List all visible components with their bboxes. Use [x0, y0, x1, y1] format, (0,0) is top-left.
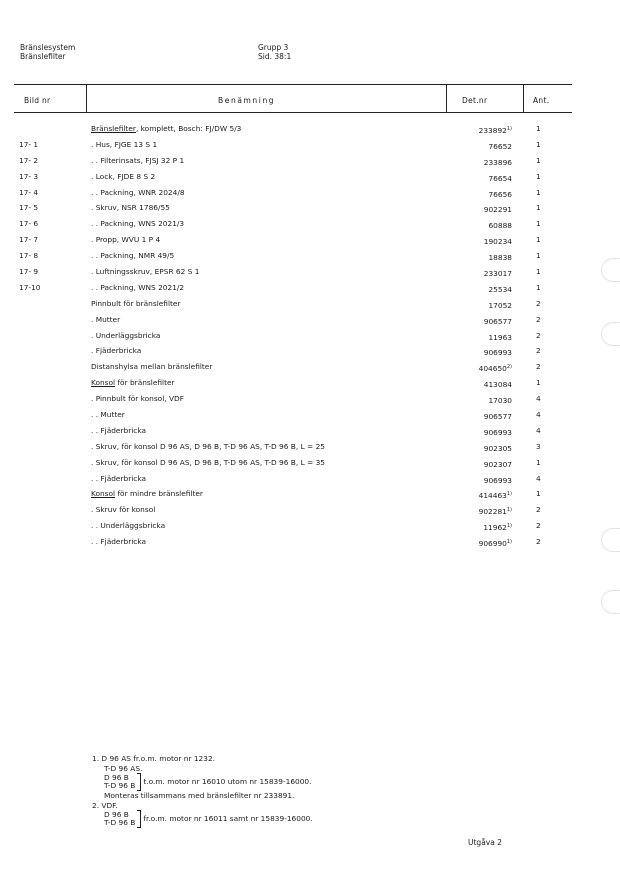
- header-benamning: Benämning: [218, 96, 276, 105]
- footnote-1-line: Monteras tillsammans med bränslefilter nr 233891.: [104, 791, 295, 800]
- part-description: . Skruv, NSR 1786/55: [91, 203, 170, 213]
- table-row: [0, 267, 620, 283]
- table-row: [0, 156, 620, 172]
- table-row: [0, 378, 620, 394]
- parts-list: [0, 124, 620, 553]
- part-number: 190234: [483, 237, 512, 247]
- table-row: [0, 521, 620, 537]
- table-row: [0, 251, 620, 267]
- part-number: 76656: [488, 189, 512, 199]
- page-number: Sid. 38:1: [258, 52, 292, 61]
- table-row: [0, 346, 620, 362]
- part-description: . Mutter: [91, 314, 121, 324]
- part-description: . Underläggsbricka: [91, 330, 161, 340]
- table-row: [0, 505, 620, 521]
- footnote-1-line: T-D 96 AS.: [104, 763, 143, 773]
- footnote-brace-item: T-D 96 B: [104, 781, 136, 790]
- table-row: [0, 331, 620, 347]
- quantity: 1: [536, 282, 541, 292]
- part-number: 902307: [483, 459, 512, 469]
- table-top-rule: [14, 84, 572, 85]
- quantity: 2: [536, 346, 541, 356]
- quantity: 2: [536, 362, 541, 372]
- part-description: Bränslefilter, komplett, Bosch: FJ/DW 5/3: [91, 124, 242, 133]
- part-number: 906993: [483, 348, 512, 358]
- table-row: [0, 410, 620, 426]
- quantity: 1: [536, 219, 541, 229]
- header-det-nr: Det.nr: [462, 96, 488, 105]
- table-row: [0, 537, 620, 553]
- quantity: 1: [536, 489, 541, 499]
- quantity: 4: [536, 473, 541, 483]
- quantity: 1: [536, 203, 541, 213]
- footnote-2-brace-group: [92, 810, 313, 828]
- section-title: [20, 43, 75, 61]
- quantity: 1: [536, 251, 541, 261]
- footnote-brace-item: T-D 96 B: [104, 818, 136, 827]
- part-description: . . Mutter: [91, 410, 125, 420]
- table-row: [0, 489, 620, 505]
- quantity: 1: [536, 187, 541, 197]
- bild-nr: 17- 6: [19, 219, 39, 229]
- table-row: [0, 442, 620, 458]
- column-divider: [446, 84, 447, 112]
- table-row: [0, 124, 620, 140]
- table-row: [0, 283, 620, 299]
- bild-nr: 17- 7: [19, 235, 39, 245]
- part-description: . Propp, WVU 1 P 4: [91, 235, 161, 245]
- group-label: Grupp 3: [258, 43, 289, 52]
- binder-hole-mark: [601, 258, 620, 282]
- binder-hole-mark: [601, 590, 620, 614]
- table-row: [0, 474, 620, 490]
- bild-nr: 17- 8: [19, 251, 39, 261]
- brace-icon: [137, 773, 141, 791]
- bild-nr: 17-10: [19, 282, 41, 292]
- binder-hole-mark: [601, 322, 620, 346]
- part-number: 76654: [488, 173, 512, 183]
- quantity: 1: [536, 267, 541, 277]
- part-description: . Skruv, för konsol D 96 AS, D 96 B, T-D 96 AS, T-D 96 B, L = 25: [91, 441, 325, 451]
- quantity: 2: [536, 298, 541, 308]
- table-row: [0, 140, 620, 156]
- part-number: 11962$^{1)}$: [483, 523, 512, 533]
- part-description: . Fjäderbricka: [91, 346, 142, 356]
- part-number: 17030: [488, 396, 512, 406]
- table-row: [0, 315, 620, 331]
- column-divider: [523, 84, 524, 112]
- bild-nr: 17- 2: [19, 155, 39, 165]
- part-description: . Lock, FJDE 8 S 2: [91, 171, 156, 181]
- part-number: 414463$^{1)}$: [478, 491, 512, 501]
- part-description: . . Packning, WNS 2021/3: [91, 219, 185, 229]
- part-number: 233896: [483, 157, 512, 167]
- quantity: 1: [536, 457, 541, 467]
- header-ant: Ant.: [533, 96, 550, 105]
- quantity: 2: [536, 537, 541, 547]
- binder-hole-mark: [601, 528, 620, 552]
- quantity: 2: [536, 314, 541, 324]
- part-number: 902291: [483, 205, 512, 215]
- part-number: 906993: [483, 475, 512, 485]
- bild-nr: 17- 1: [19, 139, 39, 149]
- footnote-1-line: 1. D 96 AS fr.o.m. motor nr 1232.: [92, 754, 215, 763]
- part-description: . . Fjäderbricka: [91, 425, 147, 435]
- footnote-brace-text: fr.o.m. motor nr 16011 samt nr 15839-16000.: [143, 814, 313, 824]
- edition-label: Utgåva 2: [468, 838, 502, 847]
- part-number: 11963: [488, 332, 512, 342]
- part-description: . . Packning, WNR 2024/8: [91, 187, 185, 197]
- part-number: 906993: [483, 427, 512, 437]
- table-row: [0, 299, 620, 315]
- part-number: 233892$^{1)}$: [478, 126, 512, 135]
- quantity: 4: [536, 394, 541, 404]
- table-row: [0, 203, 620, 219]
- table-row: [0, 458, 620, 474]
- part-number: 906577: [483, 412, 512, 422]
- part-number: 902305: [483, 443, 512, 453]
- quantity: 1: [536, 235, 541, 245]
- part-description: Pinnbult för bränslefilter: [91, 298, 181, 308]
- part-description: . Hus, FJGE 13 S 1: [91, 139, 158, 149]
- table-header-rule: [14, 112, 572, 113]
- part-number: 906990$^{1)}$: [478, 539, 512, 549]
- part-description: . Skruv för konsol: [91, 505, 156, 515]
- column-divider: [86, 84, 87, 112]
- brace-icon: [137, 810, 141, 828]
- quantity: 4: [536, 410, 541, 420]
- quantity: 3: [536, 441, 541, 451]
- part-description: . . Packning, WNS 2021/2: [91, 282, 185, 292]
- page-reference: [258, 43, 291, 61]
- part-description: Konsol för mindre bränslefilter: [91, 489, 203, 499]
- quantity: 1: [536, 378, 541, 388]
- quantity: 1: [536, 139, 541, 149]
- table-row: [0, 394, 620, 410]
- footnote-brace-item: D 96 B: [104, 809, 129, 819]
- bild-nr: 17- 9: [19, 267, 39, 277]
- bild-nr: 17- 4: [19, 187, 39, 197]
- bild-nr: 17- 3: [19, 171, 39, 181]
- part-number: 906577: [483, 316, 512, 326]
- quantity: 1: [536, 155, 541, 165]
- part-description: . Skruv, för konsol D 96 AS, D 96 B, T-D 96 AS, T-D 96 B, L = 35: [91, 457, 325, 467]
- header-bild-nr: Bild nr: [24, 96, 51, 105]
- part-number: 60888: [488, 221, 512, 231]
- table-row: [0, 172, 620, 188]
- part-description: . Luftningsskruv, EPSR 62 S 1: [91, 267, 200, 277]
- footnote-brace-item: D 96 B: [104, 772, 129, 782]
- section-title-line1: Bränslesystem: [20, 43, 76, 52]
- quantity: 4: [536, 425, 541, 435]
- part-description: . . Fjäderbricka: [91, 537, 147, 547]
- quantity: 1: [536, 124, 541, 133]
- table-row: [0, 235, 620, 251]
- quantity: 2: [536, 505, 541, 515]
- table-row: [0, 188, 620, 204]
- quantity: 2: [536, 330, 541, 340]
- part-description: . . Underläggsbricka: [91, 521, 166, 531]
- part-number: 18838: [488, 253, 512, 263]
- part-description: . . Filterinsats, FJSJ 32 P 1: [91, 155, 185, 165]
- part-description: . . Packning, NMR 49/5: [91, 251, 175, 261]
- part-description: . Pinnbult för konsol, VDF: [91, 394, 184, 404]
- part-number: 404650$^{2)}$: [478, 364, 512, 374]
- part-description: Distanshylsa mellan bränslefilter: [91, 362, 213, 372]
- part-description: . . Fjäderbricka: [91, 473, 147, 483]
- table-row: [0, 362, 620, 378]
- table-row: [0, 219, 620, 235]
- quantity: 1: [536, 171, 541, 181]
- footnotes: [92, 754, 313, 828]
- part-number: 233017: [483, 269, 512, 279]
- footnote-2-line: 2. VDF.: [92, 800, 118, 810]
- part-number: 25534: [488, 284, 512, 294]
- part-description: Konsol för bränslefilter: [91, 378, 175, 388]
- quantity: 2: [536, 521, 541, 531]
- table-row: [0, 426, 620, 442]
- part-number: 17052: [488, 300, 512, 310]
- part-number: 902281$^{1)}$: [478, 507, 512, 517]
- part-number: 76652: [488, 141, 512, 151]
- bild-nr: 17- 5: [19, 203, 39, 213]
- part-number: 413084: [483, 380, 512, 390]
- section-title-line2: Bränslefilter: [20, 52, 66, 61]
- footnote-1-brace-group: [92, 773, 313, 791]
- footnote-brace-text: t.o.m. motor nr 16010 utom nr 15839-16000.: [143, 777, 312, 787]
